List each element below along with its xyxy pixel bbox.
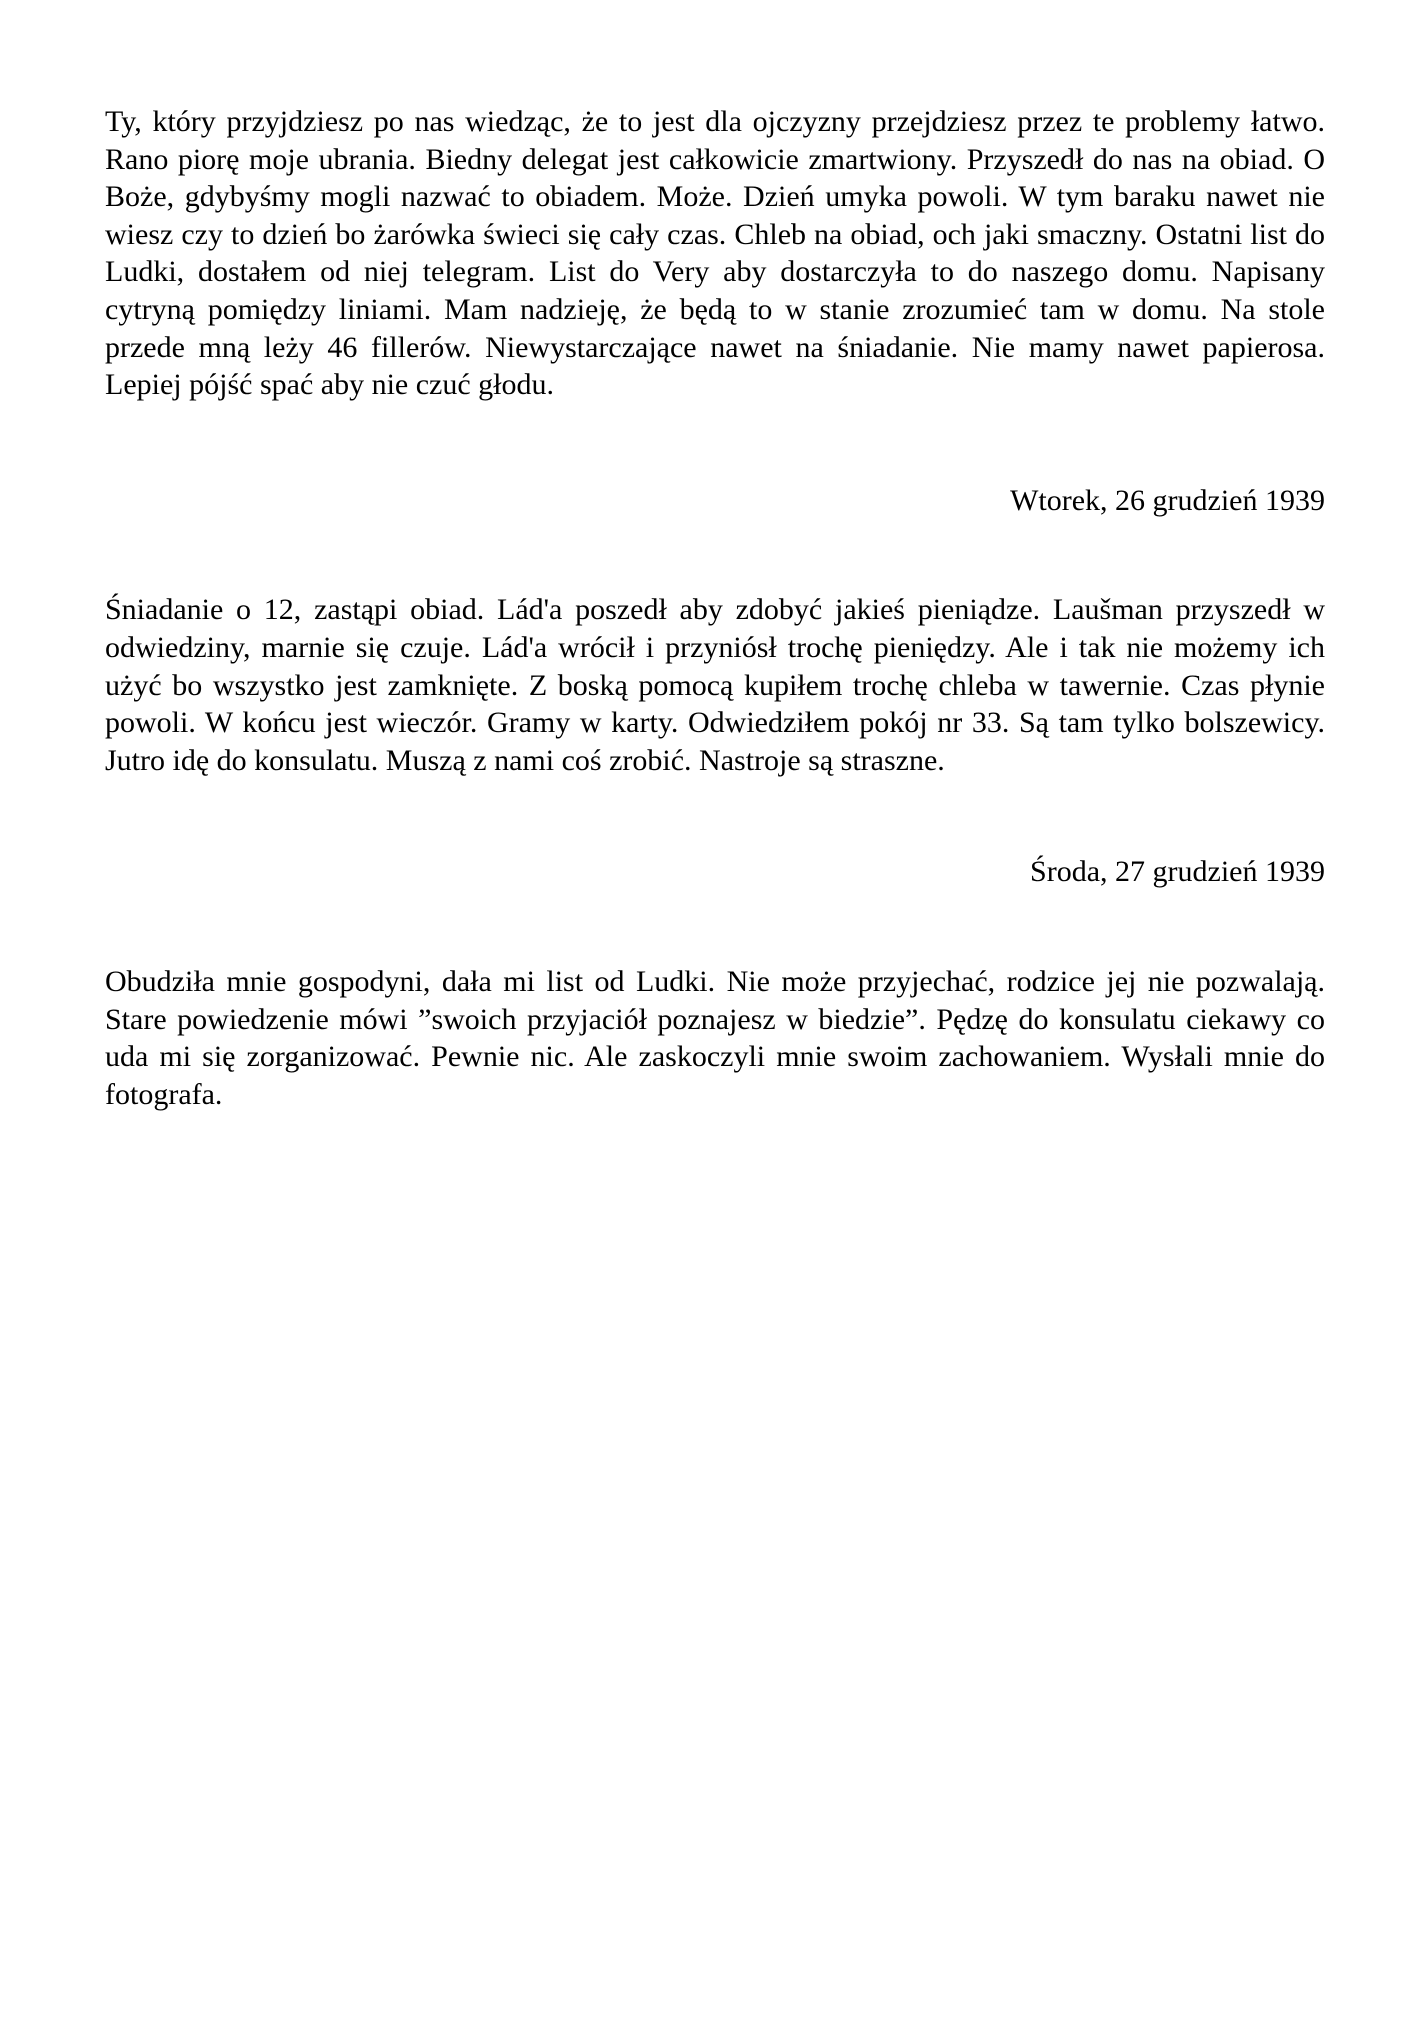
diary-entry-paragraph-3: Obudziła mnie gospodyni, dała mi list od Ludki. Nie może przyjechać, rodzice jej nie pozwalają. Stare powiedzenie mówi ”swoich przyjaciół poznajesz w biedzie”. Pędzę do konsulatu ciekawy co uda mi się zorganizować. Pewnie nic. Ale zaskoczyli mnie swoim zachowaniem. Wysłali mnie do fotografa. (105, 964, 1325, 1111)
paragraph-spacer-2 (105, 779, 1325, 853)
date-spacer-2 (105, 891, 1325, 963)
paragraph-spacer-1 (105, 404, 1325, 482)
diary-entry-paragraph-2: Śniadanie o 12, zastąpi obiad. Lád'a poszedł aby zdobyć jakieś pieniądze. Laušman przyszedł w odwiedziny, marnie się czuje. Lád'a wrócił i przyniósł trochę pieniędzy. Ale i tak nie możemy ich użyć bo wszystko jest zamknięte. Z boską pomocą kupiłem trochę chleba w tawernie. Czas płynie powoli. W końcu jest wieczór. Gramy w karty. Odwiedziłem pokój nr 33. Są tam tylko bolszewicy. Jutro idę do konsulatu. Muszą z nami coś zrobić. Nastroje są straszne. (105, 593, 1325, 777)
diary-date-heading-2: Środa, 27 grudzień 1939 (1030, 855, 1325, 889)
document-text-column (105, 103, 1325, 1113)
date-spacer-1 (105, 519, 1325, 591)
diary-date-heading-1: Wtorek, 26 grudzień 1939 (1010, 483, 1325, 517)
diary-entry-paragraph-1: Ty, który przyjdziesz po nas wiedząc, że to jest dla ojczyzny przejdziesz przez te problemy łatwo. Rano piorę moje ubrania. Biedny delegat jest całkowicie zmartwiony. Przyszedł do nas na obiad. O Boże, gdybyśmy mogli nazwać to obiadem. Może. Dzień umyka powoli. W tym baraku nawet nie wiesz czy to dzień bo żarówka świeci się cały czas. Chleb na obiad, och jaki smaczny. Ostatni list do Ludki, dostałem od niej telegram. List do Very aby dostarczyła to do naszego domu. Napisany cytryną pomiędzy liniami. Mam nadzieję, że będą to w stanie zrozumieć tam w domu. Na stole przede mną leży 46 fillerów. Niewystarczające nawet na śniadanie. Nie mamy nawet papierosa. Lepiej pójść spać aby nie czuć głodu. (105, 105, 1325, 402)
